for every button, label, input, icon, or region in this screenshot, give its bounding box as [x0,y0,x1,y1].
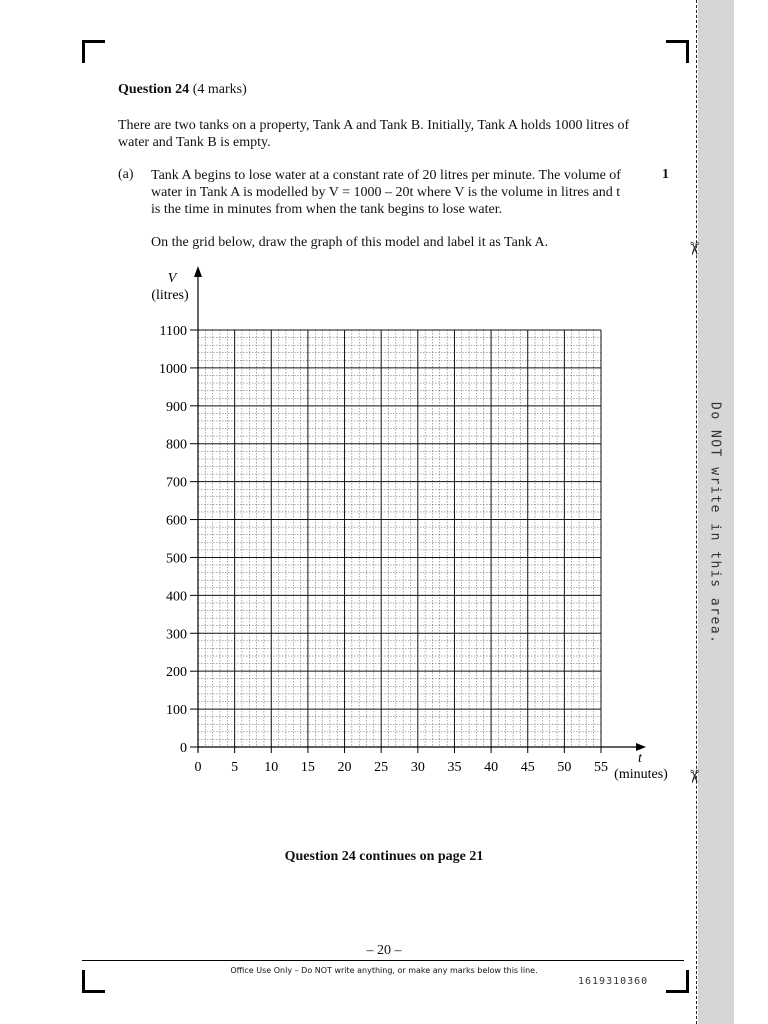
part-a-instruction: On the grid below, draw the graph of this model and label it as Tank A. [151,235,549,250]
continues-note: Question 24 continues on page 21 [284,849,484,864]
major-gridlines [198,330,601,747]
part-a-marks: 1 [662,167,669,182]
scissors-icon: ✂ [683,240,705,257]
question-number: Question 24 [118,82,190,97]
y-tick-label: 900 [166,399,187,415]
y-axis-unit: (litres) [151,288,189,303]
part-a-label: (a) [118,167,134,182]
x-tick-label: 15 [300,760,315,775]
y-tick-label: 800 [166,437,187,453]
y-tick-label: 200 [166,665,187,681]
y-tick-label: 1000 [159,361,187,377]
margin-warning-text: Do NOT write in this area. [707,402,723,645]
question-marks: (4 marks) [192,82,247,97]
page-number: – 20 – [366,943,402,958]
x-tick-label: 40 [484,760,499,775]
minor-gridlines [198,330,601,747]
x-tick-label: 20 [337,760,352,775]
x-tick-label: 25 [374,760,389,775]
x-tick-label: 50 [557,760,572,775]
x-tick-label: 0 [194,760,202,775]
y-tick-label: 300 [166,627,187,643]
x-tick-label: 35 [447,760,462,775]
footer-rule [82,960,684,961]
y-tick-label: 1100 [159,324,187,339]
part-a-text: Tank A begins to lose water at a constant rate of 20 litres per minute. The volume of water in Tank A is modelled by V = 1000 – 20t where V is the volume in litres and t is the time in minutes from when the tank begins to lose water. [151,168,621,217]
x-axis-arrow-icon [636,743,646,751]
x-axis-symbol: t [638,751,642,766]
y-tick-label: 500 [166,551,187,567]
y-axis-symbol: V [167,271,177,286]
office-use-note: Office Use Only – Do NOT write anything, or make any marks below this line. [230,966,538,975]
y-tick-label: 400 [166,589,187,605]
scissors-icon: ✂ [683,768,705,785]
x-tick-label: 30 [410,760,425,775]
x-tick-label: 5 [231,760,239,775]
x-tick-label: 55 [594,760,608,775]
x-tick-labels [195,760,609,775]
y-tick-label: 100 [166,703,187,719]
y-tick-label: 700 [166,475,187,491]
y-axis-arrow-icon [194,266,202,277]
x-tick-label: 10 [264,760,279,775]
x-tick-label: 45 [520,760,535,775]
y-tick-label: 600 [166,513,187,529]
y-tick-labels [159,324,187,756]
y-tick-label: 0 [180,741,187,756]
x-axis-unit: (minutes) [614,767,668,782]
question-intro: There are two tanks on a property, Tank A and Tank B. Initially, Tank A holds 1000 litres of water and Tank B is empty. [118,118,630,150]
barcode-number: 1619310360 [578,976,649,987]
